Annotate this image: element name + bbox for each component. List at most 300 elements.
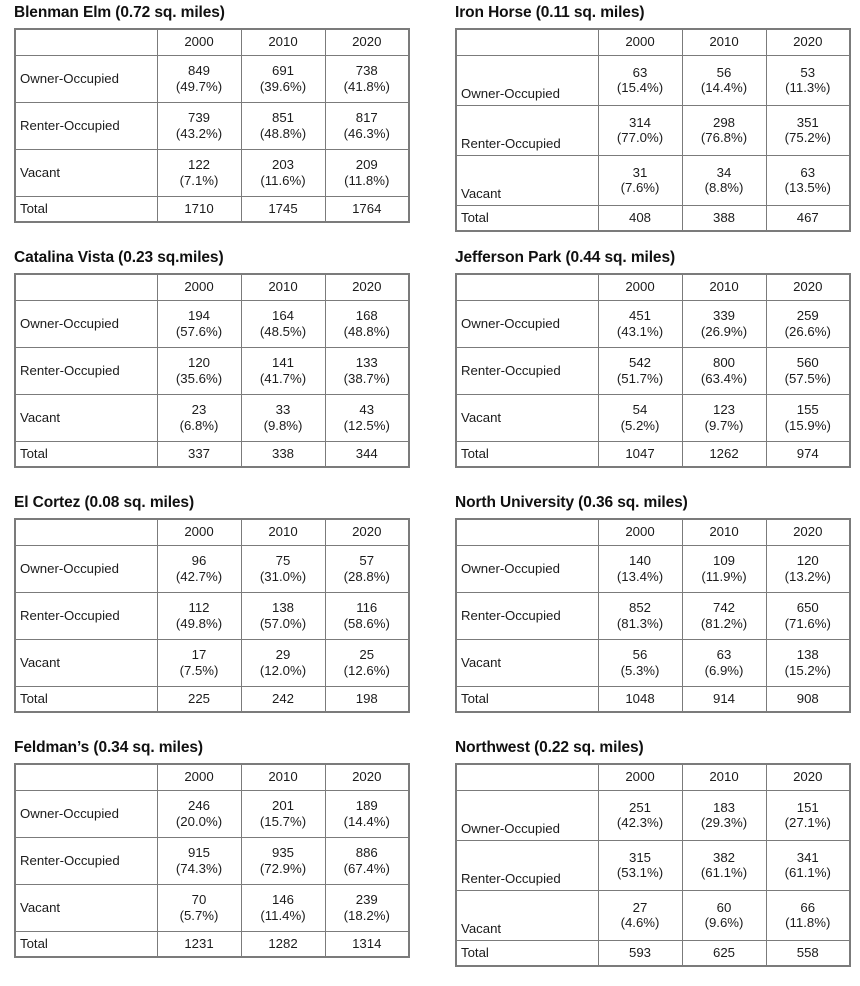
cell-count: 742 xyxy=(712,600,735,616)
table-row xyxy=(15,884,409,931)
table-row xyxy=(15,592,409,639)
column-header-year: 2020 xyxy=(766,29,850,56)
column-header-year: 2000 xyxy=(157,274,241,301)
panel-title: Catalina Vista (0.23 sq.miles) xyxy=(14,249,224,266)
column-header-year: 2000 xyxy=(598,29,682,56)
neighborhood-panel xyxy=(0,245,445,490)
tenure-table xyxy=(14,28,410,223)
row-label: Vacant xyxy=(15,639,157,686)
cell-percentage: (29.3%) xyxy=(700,815,748,830)
cell-percentage: (48.8%) xyxy=(259,125,307,141)
cell-percentage: (11.4%) xyxy=(260,907,306,923)
row-label: Owner-Occupied xyxy=(15,300,157,347)
tenure-table xyxy=(14,273,410,468)
cell-count: 146 xyxy=(271,892,294,908)
cell-count: 915 xyxy=(187,845,210,861)
table-row xyxy=(15,545,409,592)
cell-percentage: (12.6%) xyxy=(343,662,390,678)
table-cell xyxy=(325,639,409,686)
cell-count: 123 xyxy=(712,402,735,418)
cell-percentage: (14.4%) xyxy=(700,80,748,95)
cell-percentage: (6.9%) xyxy=(704,662,744,678)
cell-count: 122 xyxy=(187,157,210,173)
total-value: 388 xyxy=(682,205,766,231)
table-cell xyxy=(157,149,241,196)
table-cell xyxy=(325,300,409,347)
total-value: 225 xyxy=(157,686,241,712)
cell-count: 239 xyxy=(355,892,378,908)
cell-count: 849 xyxy=(187,63,210,79)
row-label: Vacant xyxy=(456,890,598,940)
cell-percentage: (26.9%) xyxy=(700,323,748,339)
panel-title: Blenman Elm (0.72 sq. miles) xyxy=(14,4,225,21)
table-cell xyxy=(682,639,766,686)
table-cell xyxy=(241,300,325,347)
row-label: Owner-Occupied xyxy=(15,55,157,102)
table-total-row xyxy=(456,686,850,712)
table-row xyxy=(15,837,409,884)
total-value: 338 xyxy=(241,441,325,467)
cell-percentage: (61.1%) xyxy=(700,865,748,880)
table-corner-cell xyxy=(15,274,157,301)
panel-title: Iron Horse (0.11 sq. miles) xyxy=(455,4,645,21)
cell-percentage: (43.1%) xyxy=(616,323,664,339)
cell-percentage: (48.5%) xyxy=(259,323,307,339)
cell-count: 140 xyxy=(628,553,651,569)
cell-count: 34 xyxy=(716,164,732,180)
table-cell xyxy=(598,300,682,347)
cell-count: 60 xyxy=(716,899,732,915)
table-corner-cell xyxy=(456,29,598,56)
table-cell xyxy=(241,545,325,592)
cell-percentage: (58.6%) xyxy=(343,615,390,631)
row-label: Owner-Occupied xyxy=(15,545,157,592)
total-label: Total xyxy=(456,940,598,966)
cell-percentage: (12.0%) xyxy=(259,662,307,678)
cell-percentage: (5.3%) xyxy=(620,662,660,678)
cell-percentage: (13.4%) xyxy=(616,568,664,584)
cell-count: 201 xyxy=(271,798,294,814)
tenure-table xyxy=(455,518,851,713)
table-cell xyxy=(157,592,241,639)
table-corner-cell xyxy=(456,274,598,301)
cell-count: 63 xyxy=(800,164,816,180)
table-cell xyxy=(325,102,409,149)
table-cell xyxy=(241,149,325,196)
cell-count: 53 xyxy=(800,64,816,80)
row-label: Owner-Occupied xyxy=(15,790,157,837)
cell-percentage: (5.7%) xyxy=(179,907,219,923)
cell-count: 164 xyxy=(271,308,294,324)
cell-count: 120 xyxy=(796,553,819,569)
cell-count: 138 xyxy=(271,600,294,616)
row-label: Owner-Occupied xyxy=(456,790,598,840)
table-row xyxy=(15,347,409,394)
neighborhood-panel xyxy=(445,735,860,980)
table-row xyxy=(456,105,850,155)
cell-percentage: (11.9%) xyxy=(701,568,747,584)
table-cell xyxy=(682,592,766,639)
cell-count: 886 xyxy=(355,845,378,861)
total-value: 593 xyxy=(598,940,682,966)
table-cell xyxy=(766,890,850,940)
table-cell xyxy=(241,837,325,884)
tenure-table xyxy=(455,763,851,967)
table-header-row xyxy=(456,29,850,56)
cell-count: 120 xyxy=(187,355,210,371)
cell-percentage: (41.7%) xyxy=(259,370,307,386)
table-total-row xyxy=(456,441,850,467)
cell-percentage: (18.2%) xyxy=(343,907,390,923)
cell-percentage: (39.6%) xyxy=(259,78,307,94)
total-value: 914 xyxy=(682,686,766,712)
cell-percentage: (9.6%) xyxy=(704,915,744,930)
table-cell xyxy=(325,790,409,837)
cell-count: 298 xyxy=(712,114,735,130)
table-cell xyxy=(766,347,850,394)
column-header-year: 2010 xyxy=(682,274,766,301)
cell-percentage: (71.6%) xyxy=(784,615,831,631)
total-value: 908 xyxy=(766,686,850,712)
cell-count: 141 xyxy=(271,355,294,371)
table-row xyxy=(456,347,850,394)
table-cell xyxy=(241,639,325,686)
cell-percentage: (11.8%) xyxy=(344,172,390,188)
table-cell xyxy=(682,300,766,347)
cell-percentage: (51.7%) xyxy=(616,370,664,386)
cell-percentage: (9.8%) xyxy=(263,417,303,433)
cell-percentage: (41.8%) xyxy=(343,78,390,94)
neighborhood-panel xyxy=(445,245,860,490)
cell-count: 650 xyxy=(796,600,819,616)
total-value: 1314 xyxy=(325,931,409,957)
table-cell xyxy=(325,884,409,931)
total-label: Total xyxy=(15,931,157,957)
cell-percentage: (15.7%) xyxy=(259,813,307,829)
total-value: 625 xyxy=(682,940,766,966)
table-cell xyxy=(157,639,241,686)
cell-count: 691 xyxy=(271,63,294,79)
cell-percentage: (4.6%) xyxy=(620,915,660,930)
table-corner-cell xyxy=(15,764,157,791)
cell-percentage: (26.6%) xyxy=(784,323,831,339)
cell-count: 560 xyxy=(796,355,819,371)
table-row xyxy=(15,300,409,347)
column-header-year: 2010 xyxy=(241,274,325,301)
table-cell xyxy=(598,55,682,105)
column-header-year: 2000 xyxy=(157,519,241,546)
cell-count: 56 xyxy=(632,647,648,663)
table-header-row xyxy=(15,764,409,791)
column-header-year: 2000 xyxy=(598,519,682,546)
total-label: Total xyxy=(15,686,157,712)
cell-percentage: (81.2%) xyxy=(700,615,748,631)
table-row xyxy=(456,890,850,940)
column-header-year: 2000 xyxy=(598,274,682,301)
cell-percentage: (15.2%) xyxy=(784,662,831,678)
cell-percentage: (15.9%) xyxy=(784,417,831,433)
cell-count: 542 xyxy=(628,355,651,371)
table-cell xyxy=(325,394,409,441)
table-row xyxy=(456,545,850,592)
total-value: 558 xyxy=(766,940,850,966)
table-cell xyxy=(682,347,766,394)
panel-title: Feldman’s (0.34 sq. miles) xyxy=(14,739,203,756)
table-cell xyxy=(766,105,850,155)
total-label: Total xyxy=(456,441,598,467)
cell-percentage: (67.4%) xyxy=(343,860,390,876)
cell-percentage: (75.2%) xyxy=(784,130,831,145)
column-header-year: 2010 xyxy=(682,764,766,791)
cell-percentage: (13.2%) xyxy=(784,568,831,584)
neighborhood-panel xyxy=(0,490,445,735)
cell-count: 54 xyxy=(632,402,648,418)
tenure-table xyxy=(455,28,851,232)
row-label: Renter-Occupied xyxy=(15,102,157,149)
cell-count: 800 xyxy=(712,355,735,371)
column-header-year: 2000 xyxy=(157,29,241,56)
table-row xyxy=(15,790,409,837)
cell-count: 23 xyxy=(191,402,207,418)
cell-percentage: (77.0%) xyxy=(616,130,664,145)
cell-percentage: (81.3%) xyxy=(616,615,664,631)
column-header-year: 2010 xyxy=(241,29,325,56)
table-cell xyxy=(766,55,850,105)
cell-count: 66 xyxy=(800,899,816,915)
table-cell xyxy=(157,837,241,884)
cell-percentage: (20.0%) xyxy=(175,813,223,829)
table-cell xyxy=(682,155,766,205)
panel-title: Northwest (0.22 sq. miles) xyxy=(455,739,644,756)
cell-percentage: (11.8%) xyxy=(785,915,831,930)
table-cell xyxy=(325,592,409,639)
table-cell xyxy=(598,394,682,441)
column-header-year: 2010 xyxy=(682,519,766,546)
table-corner-cell xyxy=(456,519,598,546)
cell-percentage: (76.8%) xyxy=(700,130,748,145)
table-row xyxy=(15,102,409,149)
column-header-year: 2020 xyxy=(325,274,409,301)
neighborhood-panel xyxy=(0,735,445,980)
cell-count: 183 xyxy=(712,799,735,815)
cell-count: 116 xyxy=(356,600,378,616)
total-value: 1262 xyxy=(682,441,766,467)
cell-count: 151 xyxy=(796,799,819,815)
table-cell xyxy=(682,55,766,105)
table-row xyxy=(456,394,850,441)
table-total-row xyxy=(15,196,409,222)
total-value: 1745 xyxy=(241,196,325,222)
neighborhood-panel xyxy=(445,490,860,735)
table-cell xyxy=(325,347,409,394)
cell-percentage: (13.5%) xyxy=(784,180,831,195)
cell-percentage: (72.9%) xyxy=(259,860,307,876)
table-cell xyxy=(766,394,850,441)
table-header-row xyxy=(456,764,850,791)
cell-percentage: (31.0%) xyxy=(259,568,307,584)
table-cell xyxy=(598,790,682,840)
total-label: Total xyxy=(456,205,598,231)
cell-count: 138 xyxy=(796,647,819,663)
table-corner-cell xyxy=(15,29,157,56)
cell-count: 246 xyxy=(187,798,210,814)
column-header-year: 2000 xyxy=(157,764,241,791)
neighborhood-panel xyxy=(0,0,445,245)
row-label: Renter-Occupied xyxy=(456,592,598,639)
table-row xyxy=(15,639,409,686)
column-header-year: 2010 xyxy=(682,29,766,56)
row-label: Vacant xyxy=(456,155,598,205)
table-cell xyxy=(598,545,682,592)
cell-percentage: (42.7%) xyxy=(175,568,223,584)
cell-count: 70 xyxy=(191,892,207,908)
cell-percentage: (7.1%) xyxy=(179,172,219,188)
cell-count: 75 xyxy=(275,553,291,569)
total-value: 408 xyxy=(598,205,682,231)
table-row xyxy=(15,55,409,102)
table-cell xyxy=(325,837,409,884)
table-cell xyxy=(157,394,241,441)
cell-count: 339 xyxy=(712,308,735,324)
cell-percentage: (53.1%) xyxy=(616,865,664,880)
total-value: 198 xyxy=(325,686,409,712)
table-total-row xyxy=(15,686,409,712)
cell-count: 112 xyxy=(188,600,210,616)
table-row xyxy=(456,840,850,890)
cell-percentage: (27.1%) xyxy=(784,815,831,830)
table-cell xyxy=(241,592,325,639)
table-cell xyxy=(241,55,325,102)
table-row xyxy=(456,155,850,205)
table-row xyxy=(15,149,409,196)
column-header-year: 2020 xyxy=(766,764,850,791)
table-cell xyxy=(598,105,682,155)
table-cell xyxy=(766,155,850,205)
cell-percentage: (57.6%) xyxy=(175,323,223,339)
cell-count: 259 xyxy=(796,308,819,324)
table-cell xyxy=(682,790,766,840)
row-label: Vacant xyxy=(15,149,157,196)
column-header-year: 2020 xyxy=(325,29,409,56)
table-cell xyxy=(157,790,241,837)
column-header-year: 2020 xyxy=(766,274,850,301)
table-total-row xyxy=(15,931,409,957)
table-cell xyxy=(766,840,850,890)
cell-percentage: (38.7%) xyxy=(343,370,390,386)
table-cell xyxy=(241,790,325,837)
cell-count: 96 xyxy=(191,553,207,569)
total-value: 1047 xyxy=(598,441,682,467)
cell-count: 57 xyxy=(359,553,375,569)
cell-count: 315 xyxy=(628,849,651,865)
cell-count: 203 xyxy=(271,157,294,173)
cell-percentage: (7.6%) xyxy=(620,180,660,195)
cell-percentage: (49.8%) xyxy=(175,615,223,631)
total-value: 1282 xyxy=(241,931,325,957)
row-label: Vacant xyxy=(15,394,157,441)
row-label: Owner-Occupied xyxy=(456,545,598,592)
table-header-row xyxy=(15,519,409,546)
table-cell xyxy=(682,890,766,940)
cell-percentage: (46.3%) xyxy=(343,125,390,141)
row-label: Renter-Occupied xyxy=(15,837,157,884)
cell-count: 33 xyxy=(275,402,291,418)
table-cell xyxy=(598,840,682,890)
cell-percentage: (11.3%) xyxy=(785,80,831,95)
cell-percentage: (11.6%) xyxy=(260,172,306,188)
row-label: Vacant xyxy=(456,394,598,441)
row-label: Renter-Occupied xyxy=(15,592,157,639)
total-value: 1231 xyxy=(157,931,241,957)
row-label: Owner-Occupied xyxy=(456,300,598,347)
cell-count: 63 xyxy=(716,647,732,663)
cell-count: 155 xyxy=(796,402,819,418)
cell-count: 935 xyxy=(271,845,294,861)
cell-percentage: (15.4%) xyxy=(616,80,664,95)
cell-count: 56 xyxy=(716,64,732,80)
table-row xyxy=(456,55,850,105)
table-cell xyxy=(241,102,325,149)
row-label: Renter-Occupied xyxy=(456,105,598,155)
cell-count: 341 xyxy=(796,849,819,865)
cell-count: 209 xyxy=(355,157,378,173)
panel-title: El Cortez (0.08 sq. miles) xyxy=(14,494,195,511)
column-header-year: 2020 xyxy=(766,519,850,546)
column-header-year: 2010 xyxy=(241,764,325,791)
table-cell xyxy=(325,149,409,196)
cell-percentage: (57.0%) xyxy=(259,615,307,631)
cell-percentage: (8.8%) xyxy=(704,180,744,195)
table-cell xyxy=(598,639,682,686)
table-cell xyxy=(598,155,682,205)
table-cell xyxy=(157,347,241,394)
total-label: Total xyxy=(15,441,157,467)
panel-title: Jefferson Park (0.44 sq. miles) xyxy=(455,249,676,266)
table-cell xyxy=(682,545,766,592)
cell-percentage: (12.5%) xyxy=(343,417,390,433)
row-label: Renter-Occupied xyxy=(456,347,598,394)
row-label: Vacant xyxy=(456,639,598,686)
cell-percentage: (28.8%) xyxy=(343,568,390,584)
table-cell xyxy=(598,890,682,940)
total-value: 1048 xyxy=(598,686,682,712)
cell-count: 451 xyxy=(628,308,651,324)
total-label: Total xyxy=(456,686,598,712)
table-row xyxy=(456,300,850,347)
cell-percentage: (14.4%) xyxy=(343,813,390,829)
cell-percentage: (43.2%) xyxy=(175,125,223,141)
table-cell xyxy=(325,55,409,102)
table-cell xyxy=(157,102,241,149)
cell-count: 109 xyxy=(712,553,735,569)
cell-count: 851 xyxy=(271,110,294,126)
table-row xyxy=(15,394,409,441)
table-cell xyxy=(157,300,241,347)
table-cell xyxy=(157,545,241,592)
table-cell xyxy=(766,639,850,686)
neighborhood-panel xyxy=(445,0,860,245)
table-corner-cell xyxy=(15,519,157,546)
cell-percentage: (7.5%) xyxy=(179,662,219,678)
table-total-row xyxy=(15,441,409,467)
total-value: 974 xyxy=(766,441,850,467)
row-label: Renter-Occupied xyxy=(15,347,157,394)
row-label: Owner-Occupied xyxy=(456,55,598,105)
column-header-year: 2010 xyxy=(241,519,325,546)
cell-count: 351 xyxy=(796,114,819,130)
column-header-year: 2020 xyxy=(325,764,409,791)
table-header-row xyxy=(456,519,850,546)
